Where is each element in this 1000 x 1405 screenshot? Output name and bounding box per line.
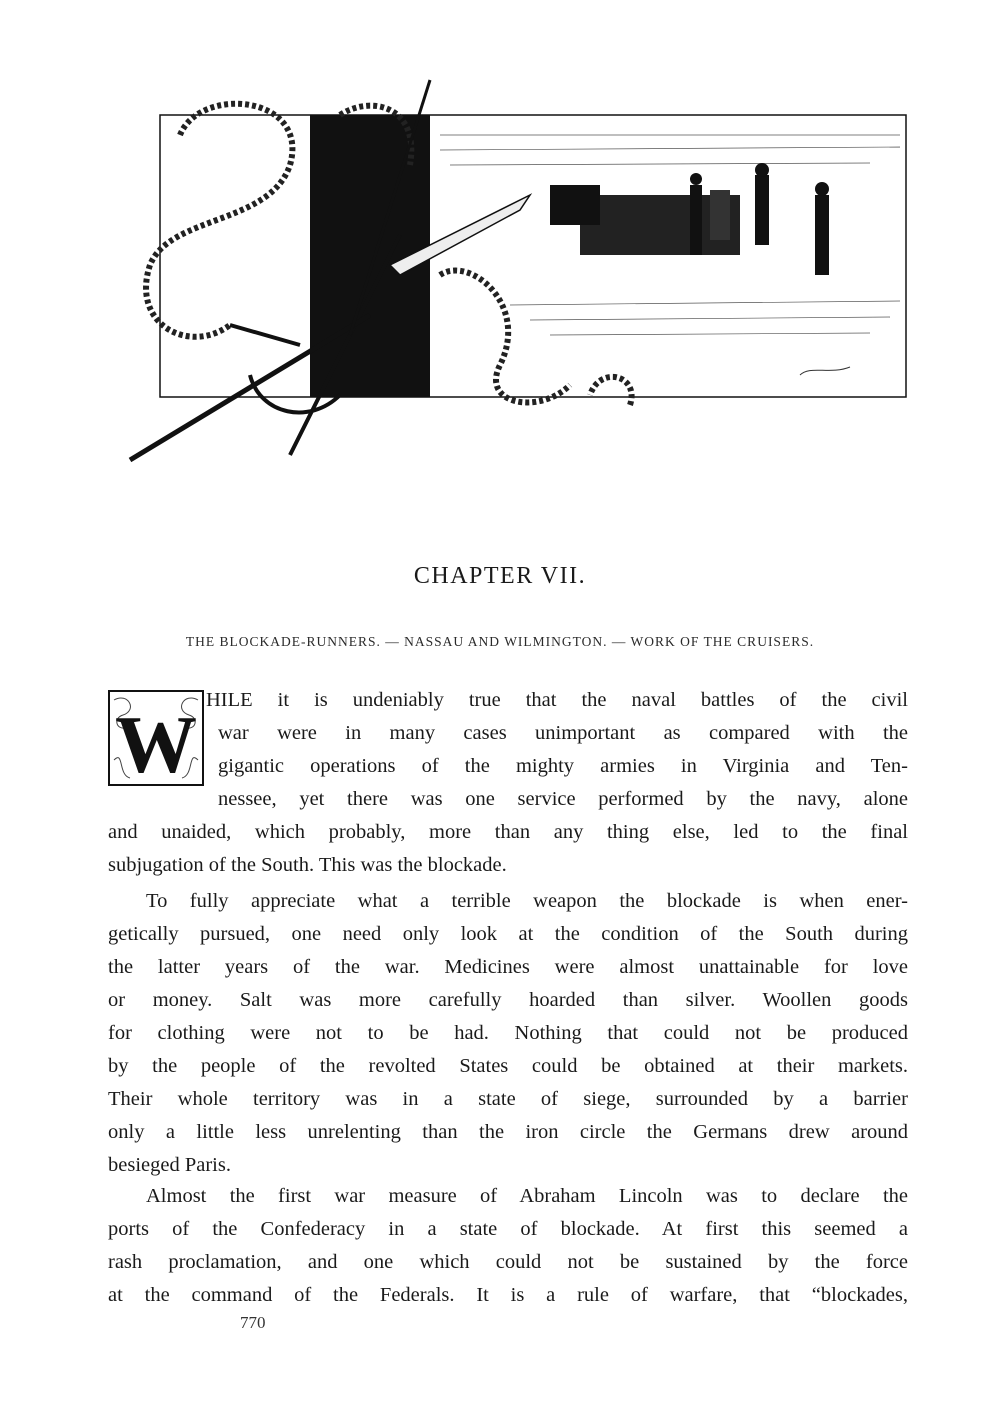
chapter-subtitle: THE BLOCKADE-RUNNERS. — NASSAU AND WILMINGTON. — WORK OF THE CRUISERS. <box>185 634 815 649</box>
paragraph-2-line-3: the latter years of the war. Medicines were almost unattainable for love <box>108 956 908 978</box>
initial-letter: W <box>115 699 197 786</box>
paragraph-2-line-8: only a little less unrelenting than the iron circle the Germans drew around <box>108 1121 908 1143</box>
paragraph-1-line-2: war were in many cases unimportant as compared with the <box>218 722 908 744</box>
paragraph-1-line-4: nessee, yet there was one service performed by the navy, alone <box>218 788 908 810</box>
paragraph-3-line-4: at the command of the Federals. It is a rule of warfare, that “blockades, <box>108 1284 908 1306</box>
paragraph-1-line-1: HILE it is undeniably true that the naval battles of the civil <box>206 689 908 711</box>
paragraph-2-line-4: or money. Salt was more carefully hoarded than silver. Woollen goods <box>108 989 908 1011</box>
paragraph-1-line-5: and unaided, which probably, more than any thing else, led to the final <box>108 821 908 843</box>
paragraph-1-line-3: gigantic operations of the mighty armies in Virginia and Ten- <box>218 755 908 777</box>
paragraph-2-line-9: besieged Paris. <box>108 1154 231 1176</box>
paragraph-2-line-5: for clothing were not to be had. Nothing that could not be produced <box>108 1022 908 1044</box>
paragraph-2-line-1: To fully appreciate what a terrible weapon the blockade is when ener- <box>146 890 908 912</box>
paragraph-2-line-2: getically pursued, one need only look at the condition of the South during <box>108 923 908 945</box>
naval-scene-engraving <box>110 75 920 475</box>
chapter-title: CHAPTER VII. <box>413 563 587 589</box>
chapter-header-illustration <box>110 75 920 475</box>
paragraph-3-line-1: Almost the first war measure of Abraham Lincoln was to declare the <box>146 1185 908 1207</box>
paragraph-2-line-6: by the people of the revolted States could be obtained at their markets. <box>108 1055 908 1077</box>
paragraph-1-line-6: subjugation of the South. This was the blockade. <box>108 854 507 876</box>
page-number: 770 <box>240 1313 266 1332</box>
paragraph-2-line-7: Their whole territory was in a state of siege, surrounded by a barrier <box>108 1088 908 1110</box>
paragraph-3-line-3: rash proclamation, and one which could not be sustained by the force <box>108 1251 908 1273</box>
ornamental-frame-icon <box>108 690 204 786</box>
paragraph-3-line-2: ports of the Confederacy in a state of blockade. At first this seemed a <box>108 1218 908 1240</box>
drop-cap-initial <box>108 690 204 786</box>
